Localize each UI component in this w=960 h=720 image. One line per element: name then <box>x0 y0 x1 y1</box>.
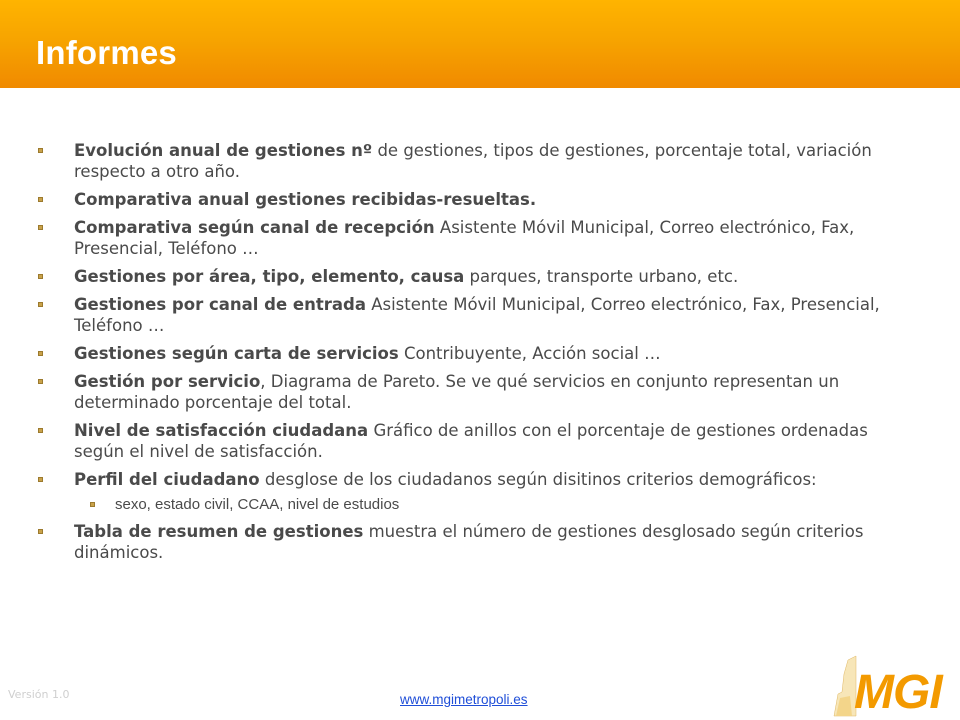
list-item <box>36 294 916 336</box>
bullet-marker-icon <box>38 351 43 356</box>
list-item <box>36 469 916 514</box>
item-title: Comparativa anual gestiones recibidas-resueltas. <box>74 190 537 209</box>
list-item <box>36 217 916 259</box>
website-link[interactable]: www.mgimetropoli.es <box>400 692 528 707</box>
bullet-marker-icon <box>38 379 43 384</box>
list-item <box>36 371 916 413</box>
bullet-marker-icon <box>38 225 43 230</box>
logo-text: MGI <box>854 666 942 719</box>
bullet-marker-icon <box>38 477 43 482</box>
content-area <box>36 140 916 570</box>
item-description: Asistente Móvil Municipal, Correo electrónico, Fax, Presencial, Teléfono … <box>74 295 880 335</box>
item-description: de gestiones, tipos de gestiones, porcentaje total, variación respecto a otro año. <box>74 141 872 181</box>
list-item <box>36 140 916 182</box>
report-list <box>36 140 916 563</box>
item-description: Contribuyente, Acción social … <box>398 344 661 363</box>
sub-bullet-marker-icon <box>90 502 95 507</box>
sub-list <box>74 495 916 514</box>
item-title: Nivel de satisfacción ciudadana <box>74 421 369 440</box>
item-title: Evolución anual de gestiones nº <box>74 141 373 160</box>
item-title: Comparativa según canal de recepción <box>74 218 435 237</box>
list-item <box>36 343 916 364</box>
list-item <box>36 420 916 462</box>
bullet-marker-icon <box>38 302 43 307</box>
item-description: Gráfico de anillos con el porcentaje de gestiones ordenadas según el nivel de satisfacción. <box>74 421 868 461</box>
bullet-marker-icon <box>38 148 43 153</box>
list-item <box>36 266 916 287</box>
item-title: Gestión por servicio <box>74 372 261 391</box>
item-title: Gestiones por área, tipo, elemento, causa <box>74 267 465 286</box>
mgi-logo <box>826 654 956 720</box>
item-title: Perfil del ciudadano <box>74 470 260 489</box>
sub-item-text: sexo, estado civil, CCAA, nivel de estudios <box>115 496 400 513</box>
item-title: Tabla de resumen de gestiones <box>74 522 364 541</box>
item-description: muestra el número de gestiones desglosado según criterios dinámicos. <box>74 522 864 562</box>
sub-list-item <box>74 495 916 514</box>
bullet-marker-icon <box>38 428 43 433</box>
list-item <box>36 521 916 563</box>
bullet-marker-icon <box>38 274 43 279</box>
item-description: , Diagrama de Pareto. Se ve qué servicios en conjunto representan un determinado porcentaje del total. <box>74 372 840 412</box>
list-item <box>36 189 916 210</box>
item-description: desglose de los ciudadanos según disitinos criterios demográficos: <box>259 470 817 489</box>
item-title: Gestiones por canal de entrada <box>74 295 366 314</box>
version-label: Versión 1.0 <box>8 688 70 701</box>
item-title: Gestiones según carta de servicios <box>74 344 399 363</box>
page-title: Informes <box>36 34 177 71</box>
item-description: Asistente Móvil Municipal, Correo electrónico, Fax, Presencial, Teléfono … <box>74 218 855 258</box>
item-description: parques, transporte urbano, etc. <box>464 267 739 286</box>
header-bar <box>0 0 960 88</box>
bullet-marker-icon <box>38 529 43 534</box>
bullet-marker-icon <box>38 197 43 202</box>
